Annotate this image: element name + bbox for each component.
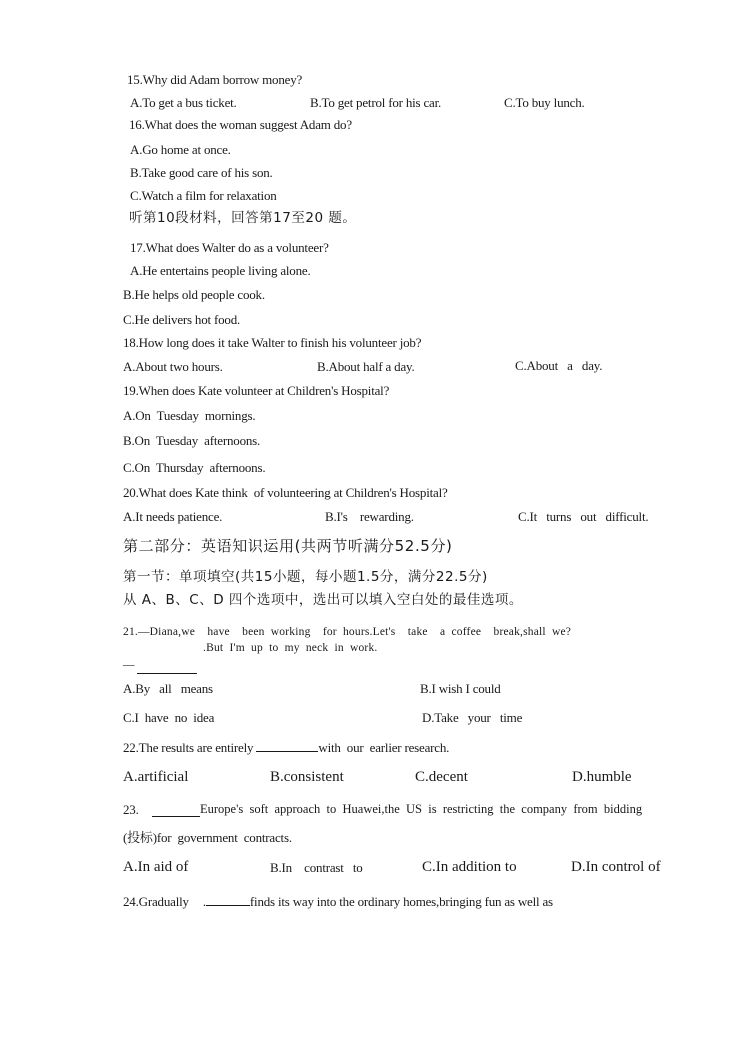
question-21-option-b: B.I wish I could (420, 681, 501, 696)
question-23-stem-line-2: (投标)for government contracts. (123, 830, 292, 845)
question-23-answer-blank (152, 816, 200, 817)
question-18-option-a: A.About two hours. (123, 359, 223, 374)
question-24-stem-after: finds its way into the ordinary homes,bringing fun as well as (249, 894, 553, 909)
question-15-option-a: A.To get a bus ticket. (130, 95, 237, 110)
question-16-option-c: C.Watch a film for relaxation (130, 188, 277, 203)
question-24-stem-mid: . (202, 894, 206, 909)
question-23-number: 23. (123, 802, 139, 817)
question-19-option-b: B.On Tuesday afternoons. (123, 433, 261, 448)
question-21-stem-line-2: .But I'm up to my neck in work. (203, 642, 378, 654)
question-24-answer-blank (206, 893, 250, 906)
question-20-option-a: A.It needs patience. (123, 509, 223, 524)
question-17-option-b: B.He helps old people cook. (123, 287, 265, 302)
question-17-option-a: A.He entertains people living alone. (130, 263, 311, 278)
question-23-option-d: D.In control of (571, 859, 661, 875)
question-23-option-b: B.In contrast to (270, 860, 363, 875)
question-20-option-b: B.I's rewarding. (325, 509, 414, 524)
section-1-instruction: 从 A、B、C、D 四个选项中，选出可以填入空白处的最佳选项。 (123, 592, 523, 608)
question-22-stem-after: with our earlier research. (318, 740, 450, 755)
question-21-option-d: D.Take your time (422, 710, 523, 725)
question-19-stem: 19.When does Kate volunteer at Children's Hospital? (123, 383, 390, 398)
question-15-stem: 15.Why did Adam borrow money? (127, 72, 303, 87)
question-20-stem: 20.What does Kate think of volunteering at Children's Hospital? (123, 485, 448, 500)
question-21-stem-line-1: 21.—Diana,we have been working for hours.Let's take a coffee break,shall we? (123, 626, 572, 638)
question-24-stem-before: 24.Gradually (123, 894, 189, 909)
question-21-option-c: C.I have no idea (123, 710, 215, 725)
question-22-answer-blank (256, 739, 318, 752)
question-19-option-a: A.On Tuesday mornings. (123, 408, 256, 423)
question-22-option-a: A.artificial (123, 769, 189, 785)
question-18-stem: 18.How long does it take Walter to finish his volunteer job? (123, 335, 422, 350)
question-24-stem (123, 893, 553, 908)
question-16-stem: 16.What does the woman suggest Adam do? (129, 117, 352, 132)
question-23-option-c: C.In addition to (422, 859, 517, 875)
question-15-option-c: C.To buy lunch. (504, 95, 585, 110)
question-17-option-c: C.He delivers hot food. (123, 312, 241, 327)
section-10-instruction: 听第10段材料，回答第17至20 题。 (129, 210, 357, 226)
part-2-title: 第二部分：英语知识运用(共两节听满分52.5分) (123, 537, 453, 555)
question-16-option-b: B.Take good care of his son. (130, 165, 273, 180)
question-19-option-c: C.On Thursday afternoons. (123, 460, 266, 475)
question-23-stem-line-1: Europe's soft approach to Huawei,the US is restricting the company from bidding (200, 802, 643, 816)
question-18-option-c: C.About a day. (515, 358, 603, 373)
question-21-answer-blank (137, 673, 197, 674)
question-16-option-a: A.Go home at once. (130, 142, 231, 157)
question-22-option-d: D.humble (572, 769, 632, 785)
question-22-stem (123, 739, 449, 754)
question-18-option-b: B.About half a day. (317, 359, 415, 374)
question-22-option-b: B.consistent (270, 769, 344, 785)
question-22-option-c: C.decent (415, 769, 468, 785)
question-21-option-a: A.By all means (123, 681, 213, 696)
question-17-stem: 17.What does Walter do as a volunteer? (130, 240, 329, 255)
question-15-option-b: B.To get petrol for his car. (310, 95, 442, 110)
section-1-title: 第一节：单项填空(共15小题，每小题1.5分，满分22.5分) (123, 569, 488, 585)
question-20-option-c: C.It turns out difficult. (518, 509, 649, 524)
question-22-stem-before: 22.The results are entirely (123, 740, 257, 755)
question-23-option-a: A.In aid of (123, 859, 189, 875)
question-21-stem-line-3: — (123, 659, 135, 671)
